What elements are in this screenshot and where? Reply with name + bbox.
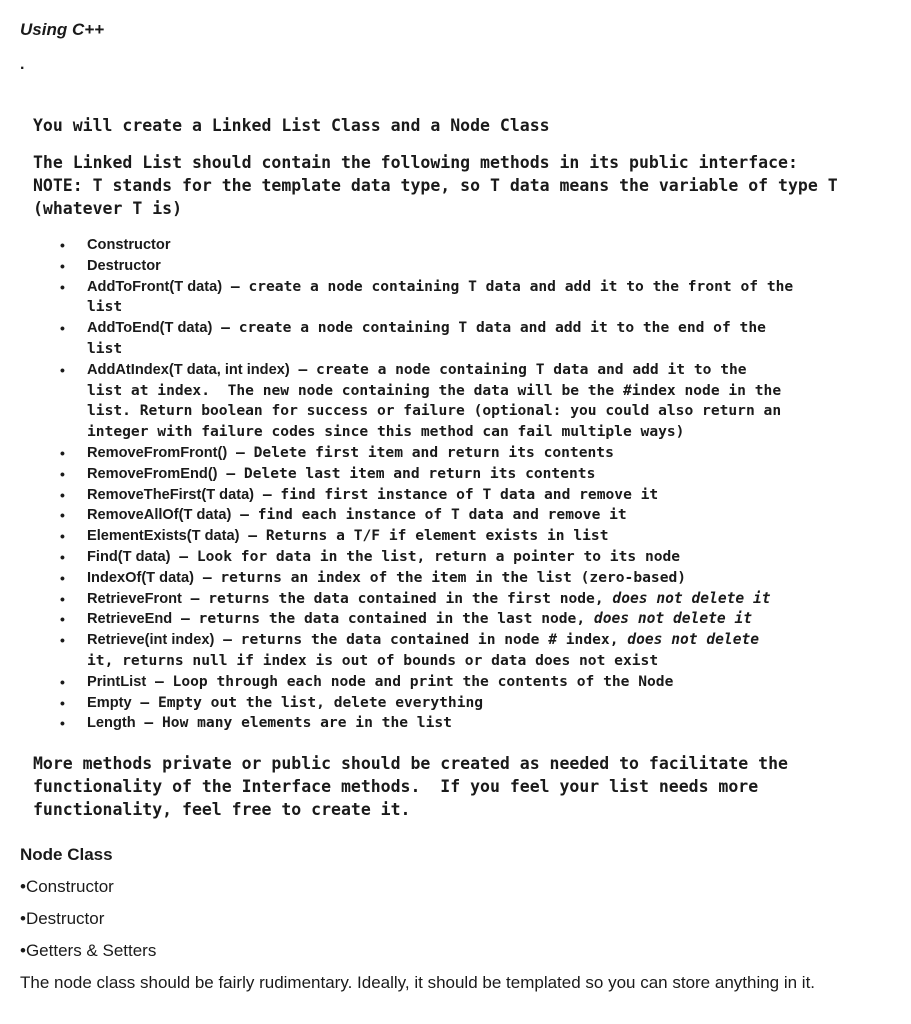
method-item (60, 464, 860, 485)
method-list (60, 235, 860, 734)
stray-period: . (20, 56, 25, 73)
method-emphasis: does not delete it (612, 589, 771, 607)
document-title: Using C++ (20, 20, 105, 39)
method-name: Retrieve(int index) (87, 632, 215, 649)
node-item-destructor: •Destructor (20, 909, 105, 928)
method-name: Find(T data) (87, 548, 171, 565)
node-class-heading: Node Class (20, 845, 113, 864)
method-description: – Delete last item and return its contents (217, 464, 596, 482)
method-item (60, 568, 860, 589)
method-name: Length (87, 715, 136, 732)
method-description: – create a node containing T data and add it to the list at index. The new node containing the data will be the #index node in the list. Return boolean for success or failure (optional: you could also return an integer with failure codes since this method can fail multiple ways) (87, 360, 782, 441)
method-description: – Delete first item and return its contents (227, 443, 614, 461)
closing-text: More methods private or public should be created as needed to facilitate the functionality of the Interface methods. If you feel your list needs more functionality, feel free to create it. (33, 754, 788, 819)
method-name: IndexOf(T data) (87, 569, 195, 586)
method-name: PrintList (87, 673, 147, 690)
method-name: Constructor (87, 237, 171, 253)
method-emphasis: does not delete (627, 631, 760, 649)
method-item (60, 256, 860, 277)
method-name: RemoveAllOf(T data) (87, 507, 232, 524)
intro-text: You will create a Linked List Class and a Node Class (33, 116, 550, 135)
method-description: – Loop through each node and print the contents of the Node (146, 672, 674, 690)
node-item-getters-setters: •Getters & Setters (20, 941, 157, 960)
method-item (60, 443, 860, 464)
method-name: RetrieveEnd (87, 611, 173, 628)
method-description: – create a node containing T data and add it to the front of the list (87, 277, 794, 316)
method-item (60, 547, 860, 568)
method-description: – returns the data contained in the first node, (181, 589, 613, 607)
method-description: – returns the data contained in node # index, (214, 631, 628, 649)
method-name: RemoveTheFirst(T data) (87, 486, 255, 503)
method-item (60, 505, 860, 526)
method-item (60, 609, 860, 630)
method-item (60, 672, 860, 693)
method-description: – returns an index of the item in the list (zero-based) (194, 568, 687, 586)
method-item (60, 485, 860, 506)
method-description: – Returns a T/F if element exists in list (239, 527, 609, 545)
method-name: Empty (87, 694, 132, 711)
method-name: Destructor (87, 257, 161, 274)
node-class-description: The node class should be fairly rudimentary. Ideally, it should be templated so you can store anything in it. (20, 973, 816, 992)
method-description: – find each instance of T data and remove it (231, 506, 627, 524)
method-description-tail: it, returns null if index is out of bounds or data does not exist (87, 651, 659, 669)
node-item-constructor: •Constructor (20, 877, 114, 896)
method-description: – create a node containing T data and add it to the end of the list (87, 319, 766, 357)
method-item (60, 589, 860, 610)
method-name: RemoveFromFront() (87, 444, 228, 461)
method-name: ElementExists(T data) (87, 528, 240, 545)
method-name: RetrieveFront (87, 590, 182, 607)
method-description: – How many elements are in the list (135, 714, 452, 732)
method-item (60, 277, 860, 319)
method-description: – Look for data in the list, return a pointer to its node (170, 547, 681, 565)
method-item (60, 526, 860, 547)
method-item (60, 630, 860, 672)
method-name: AddToFront(T data) (87, 278, 223, 295)
method-item (60, 318, 860, 360)
method-emphasis: does not delete it (593, 610, 753, 628)
method-name: AddToEnd(T data) (87, 320, 213, 337)
method-description: – find first instance of T data and remove it (254, 485, 659, 503)
method-description: – Empty out the list, delete everything (131, 693, 484, 711)
interface-note: The Linked List should contain the following methods in its public interface: NOTE: T stands for the template data type, so T data means the variable of type T (whatever T is) (33, 153, 838, 218)
method-name: AddAtIndex(T data, int index) (87, 361, 290, 378)
method-item (60, 713, 860, 734)
method-item (60, 235, 860, 256)
method-item (60, 360, 860, 443)
method-description: – returns the data contained in the last node, (172, 610, 594, 628)
method-item (60, 693, 860, 714)
method-name: RemoveFromEnd() (87, 465, 218, 482)
